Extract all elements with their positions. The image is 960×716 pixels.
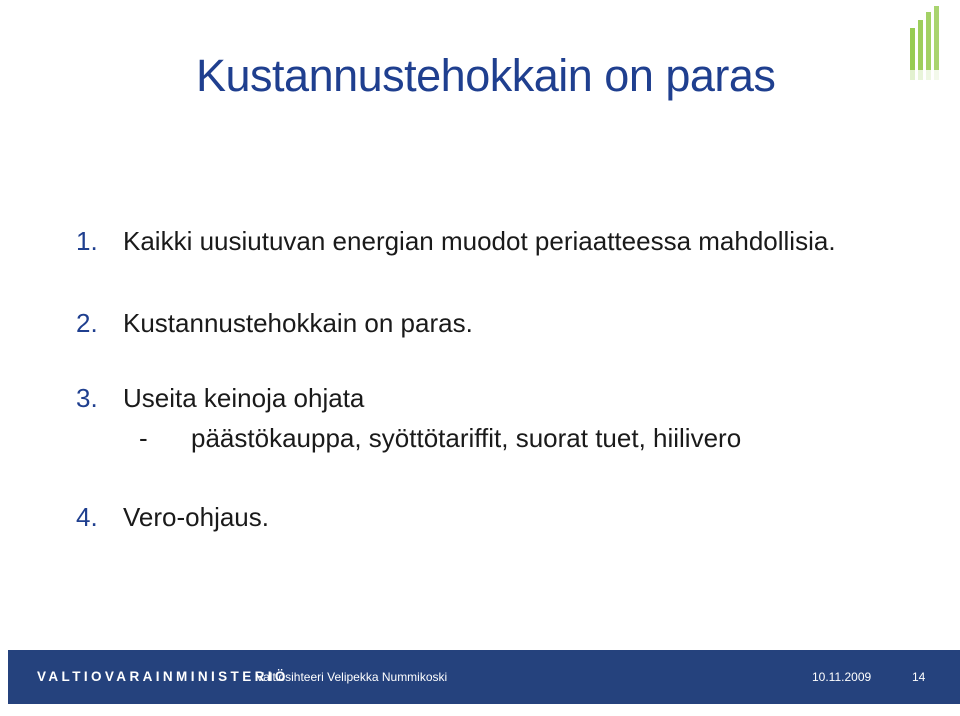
list-item-number: 1. (76, 226, 98, 256)
footer-date: 10.11.2009 (812, 670, 872, 684)
footer-author: Valtiosihteeri Velipekka Nummikoski (256, 670, 448, 684)
footer-bar (8, 650, 960, 704)
list-item-text: Useita keinoja ohjata (123, 383, 365, 413)
sub-list-text: päästökauppa, syöttötariffit, suorat tuet, hiilivero (191, 423, 742, 453)
slide-title: Kustannustehokkain on paras (196, 50, 776, 101)
sub-list-marker: - (139, 423, 148, 453)
organization-logo-text: VALTIOVARAINMINISTERIÖ (37, 669, 289, 684)
page-number: 14 (912, 670, 926, 684)
ministry-logo-bars-icon (910, 4, 946, 82)
list-item-text: Vero-ohjaus. (123, 502, 269, 532)
list-item-number: 2. (76, 308, 98, 338)
list-item-number: 4. (76, 502, 98, 532)
list-item-text: Kaikki uusiutuvan energian muodot periaatteessa mahdollisia. (123, 226, 836, 256)
list-item-text: Kustannustehokkain on paras. (123, 308, 473, 338)
list-item-number: 3. (76, 383, 98, 413)
